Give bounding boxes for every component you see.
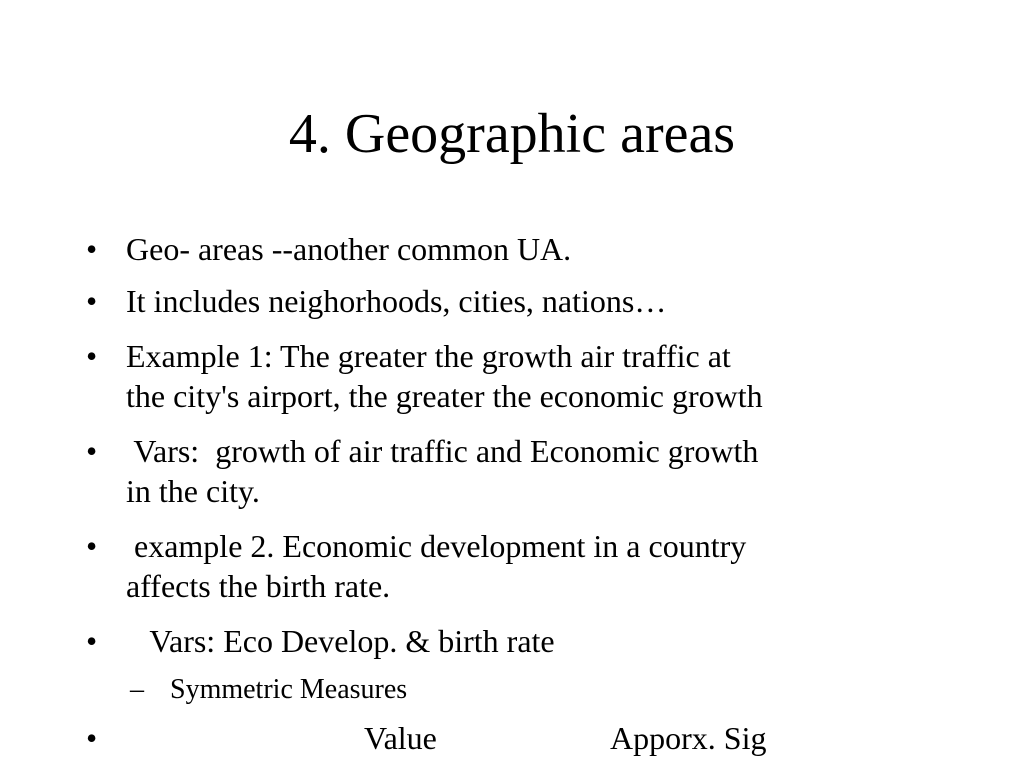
bullet-line: Vars: Eco Develop. & birth rate [126,623,555,659]
column-header-value: Value [364,720,437,756]
column-header-approx-sig: Apporx. Sig [610,720,767,756]
bullet-line: the city's airport, the greater the economic growth [126,378,763,414]
bullet-text [126,229,571,269]
bullet-line: in the city. [126,473,260,509]
bullet-marker: • [86,623,98,659]
bullet-text [126,621,555,661]
bullet-line: Example 1: The greater the growth air traffic at [126,338,731,374]
bullet-marker: • [86,720,98,756]
bullet-marker: • [86,283,98,319]
bullet-text [126,281,666,321]
bullet-text [126,526,746,606]
bullet-line: affects the birth rate. [126,568,391,604]
bullet-line: It includes neighorhoods, cities, nations… [126,283,667,319]
bullet-line: example 2. Economic development in a country [126,528,747,564]
bullet-marker: • [86,528,98,564]
bullet-line: Vars: growth of air traffic and Economic growth [126,433,759,469]
sub-bullet-marker: – [130,674,144,705]
bullet-text [126,336,763,416]
bullet-marker: • [86,338,98,374]
bullet-line: Geo- areas --another common UA. [126,231,572,267]
sub-bullet-text: Symmetric Measures [170,674,408,705]
bullet-marker: • [86,231,98,267]
slide-title: 4. Geographic areas [288,103,736,165]
table-header-row [86,718,886,758]
bullet-marker: • [86,433,98,469]
bullet-text [126,431,758,511]
